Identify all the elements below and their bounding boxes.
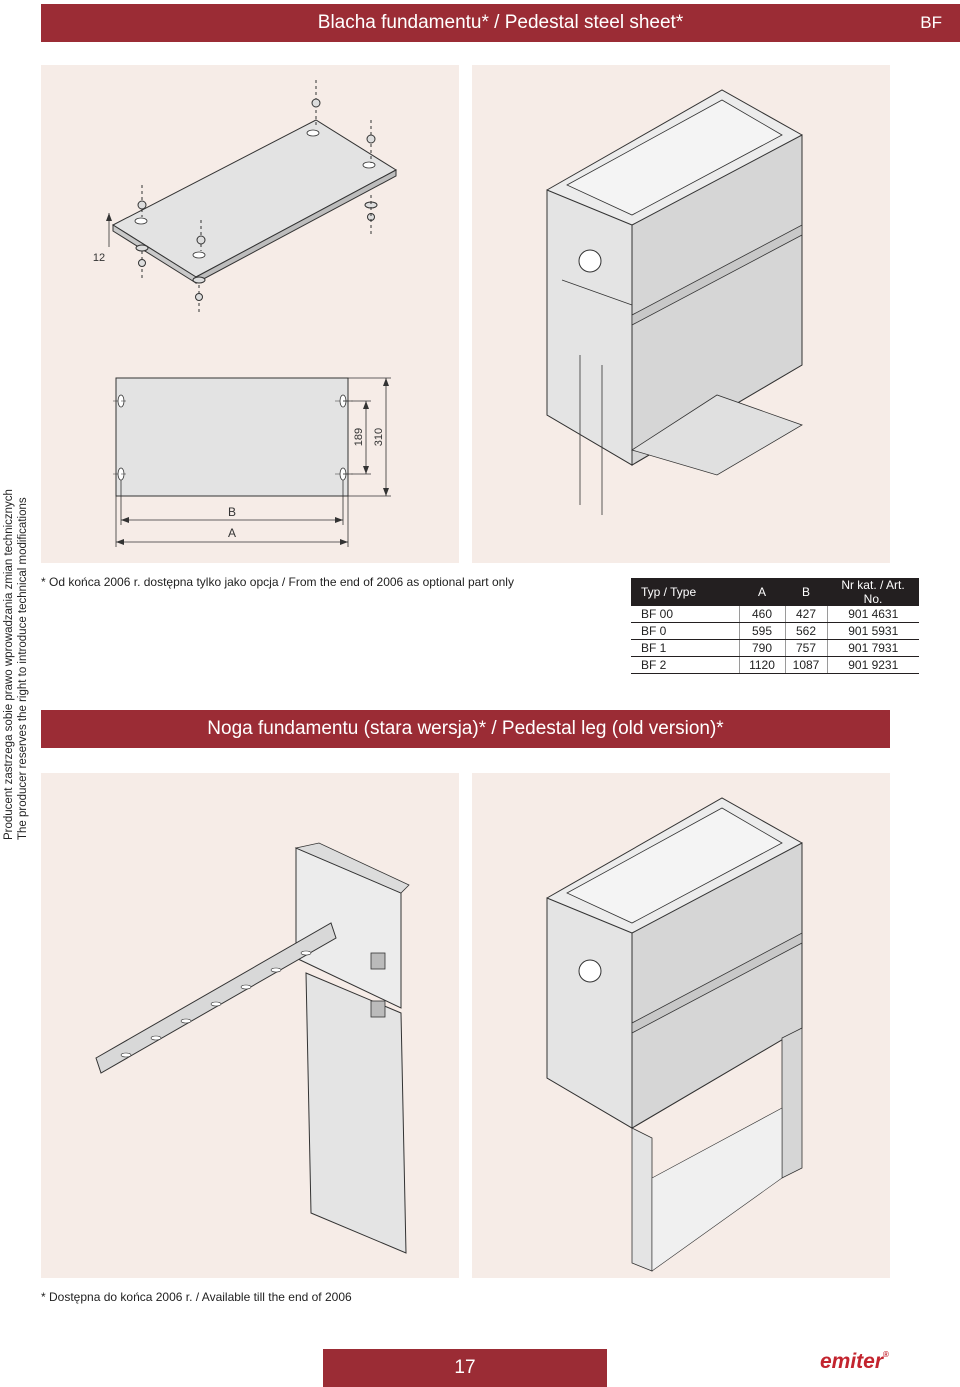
section-title: Noga fundamentu (stara wersja)* / Pedestal leg (old version)*	[41, 710, 890, 748]
page-title: Blacha fundamentu* / Pedestal steel sheet*	[317, 12, 684, 33]
dim-b: B	[227, 505, 237, 519]
cell-b: 757	[785, 640, 827, 657]
pedestal-leg-panel	[41, 773, 459, 1278]
page-number: 17	[323, 1349, 607, 1387]
cell-type: BF 00	[631, 606, 739, 623]
cell-art-no: 901 9231	[827, 657, 919, 674]
sheet-drawing	[41, 65, 459, 563]
footnote-bottom: * Dostępna do końca 2006 r. / Available till the end of 2006	[41, 1290, 352, 1304]
table-row	[631, 640, 919, 657]
cell-a: 460	[739, 606, 785, 623]
col-type: Typ / Type	[631, 578, 739, 606]
cell-a: 1120	[739, 657, 785, 674]
spec-table	[631, 578, 919, 674]
cell-a: 790	[739, 640, 785, 657]
col-a: A	[739, 578, 785, 606]
dim-a: A	[227, 526, 237, 540]
table-row	[631, 606, 919, 623]
product-code: BF	[920, 13, 942, 32]
brand-logo	[820, 1350, 889, 1374]
cell-type: BF 0	[631, 623, 739, 640]
table-row	[631, 623, 919, 640]
cabinet-sheet-panel	[472, 65, 890, 563]
cabinet-with-legs-illustration	[472, 773, 890, 1278]
sheet-drawing-panel	[41, 65, 459, 563]
cell-type: BF 1	[631, 640, 739, 657]
cabinet-legs-panel	[472, 773, 890, 1278]
col-art-no: Nr kat. / Art. No.	[827, 578, 919, 606]
cell-b: 562	[785, 623, 827, 640]
side-note-pl: Producent zastrzega sobie prawo wprowadzania zmian technicznych	[3, 489, 15, 840]
cell-b: 1087	[785, 657, 827, 674]
dim-310: 310	[373, 427, 385, 447]
page-header	[41, 4, 960, 42]
dim-189: 189	[353, 427, 365, 447]
cell-b: 427	[785, 606, 827, 623]
cabinet-with-sheet-illustration	[472, 65, 890, 563]
col-b: B	[785, 578, 827, 606]
table-row	[631, 657, 919, 674]
cell-a: 595	[739, 623, 785, 640]
cell-art-no: 901 7931	[827, 640, 919, 657]
dim-thickness: 12	[92, 252, 106, 264]
cell-art-no: 901 4631	[827, 606, 919, 623]
footnote-top: * Od końca 2006 r. dostępna tylko jako opcja / From the end of 2006 as optional part only	[41, 575, 514, 589]
cell-type: BF 2	[631, 657, 739, 674]
spec-table-wrapper	[631, 578, 919, 674]
side-note-en: The producer reserves the right to introduce technical modifications	[17, 497, 29, 840]
pedestal-leg-illustration	[41, 773, 459, 1278]
cell-art-no: 901 5931	[827, 623, 919, 640]
registered-icon: ®	[883, 1350, 889, 1359]
logo-text: emiter	[820, 1350, 884, 1373]
